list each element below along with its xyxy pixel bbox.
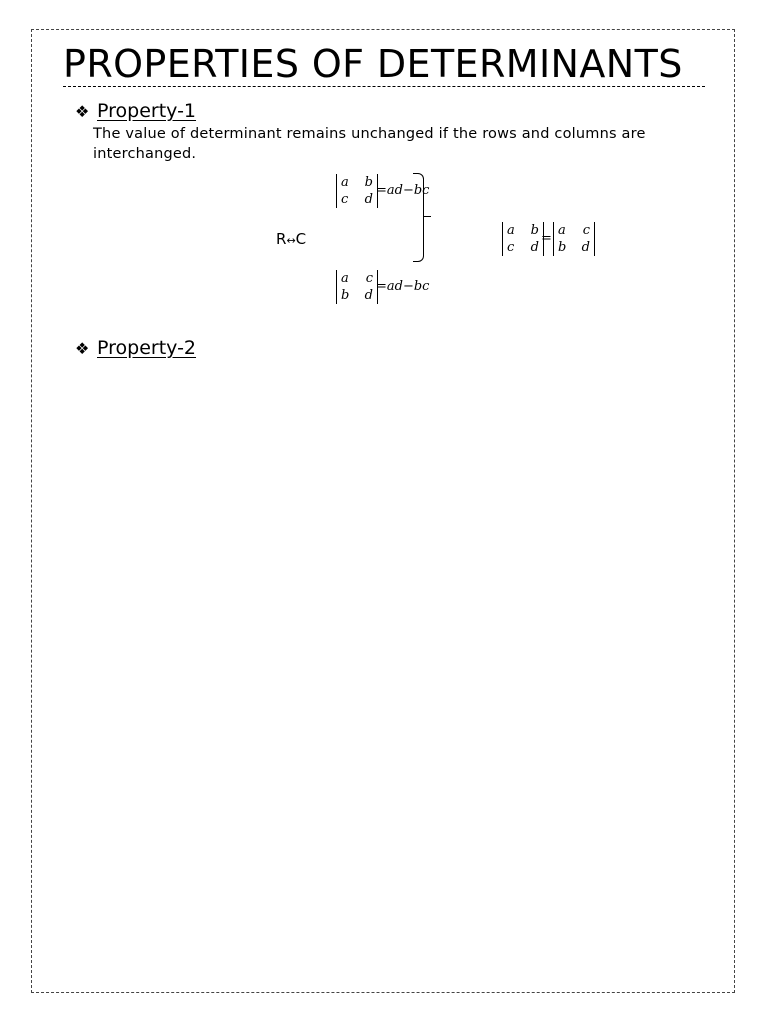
det-cell: b: [530, 223, 539, 238]
conclusion-right-determinant: [553, 222, 595, 256]
property-1-label: Property-1: [97, 100, 197, 122]
determinant-transposed-result: =ad−bc: [376, 279, 430, 294]
det-cell: a: [341, 175, 349, 190]
conclusion-left-determinant: [502, 222, 544, 256]
det-cell: a: [507, 223, 515, 238]
det-cell: b: [364, 175, 373, 190]
swap-arrow-icon: ↔: [286, 234, 296, 247]
row-column-swap-label: R↔C: [276, 230, 307, 248]
diamond-bullet-icon: ❖: [75, 102, 90, 121]
det-cell: d: [364, 288, 373, 303]
property-2-heading: [75, 337, 196, 360]
page-title: PROPERTIES OF DETERMINANTS: [63, 42, 705, 87]
det-cell: c: [507, 240, 515, 255]
det-cell: c: [365, 271, 373, 286]
det-cell: b: [558, 240, 567, 255]
determinant-original: [336, 174, 378, 208]
bracket-icon: [413, 173, 424, 262]
property-2-label: Property-2: [97, 337, 197, 359]
conclusion-equals: =: [541, 231, 552, 246]
det-cell: b: [341, 288, 350, 303]
page-border: [31, 29, 735, 993]
determinant-transposed: [336, 270, 378, 304]
bracket-tick: [423, 216, 431, 217]
determinant-original-result: =ad−bc: [376, 183, 430, 198]
det-cell: d: [530, 240, 539, 255]
det-cell: c: [582, 223, 590, 238]
det-cell: c: [341, 192, 349, 207]
det-cell: d: [364, 192, 373, 207]
det-cell: a: [341, 271, 349, 286]
det-cell: a: [558, 223, 566, 238]
det-cell: d: [581, 240, 590, 255]
property-1-heading: [75, 100, 196, 123]
diamond-bullet-icon: ❖: [75, 339, 90, 358]
property-1-description: The value of determinant remains unchanged if the rows and columns are interchanged.: [93, 126, 646, 162]
